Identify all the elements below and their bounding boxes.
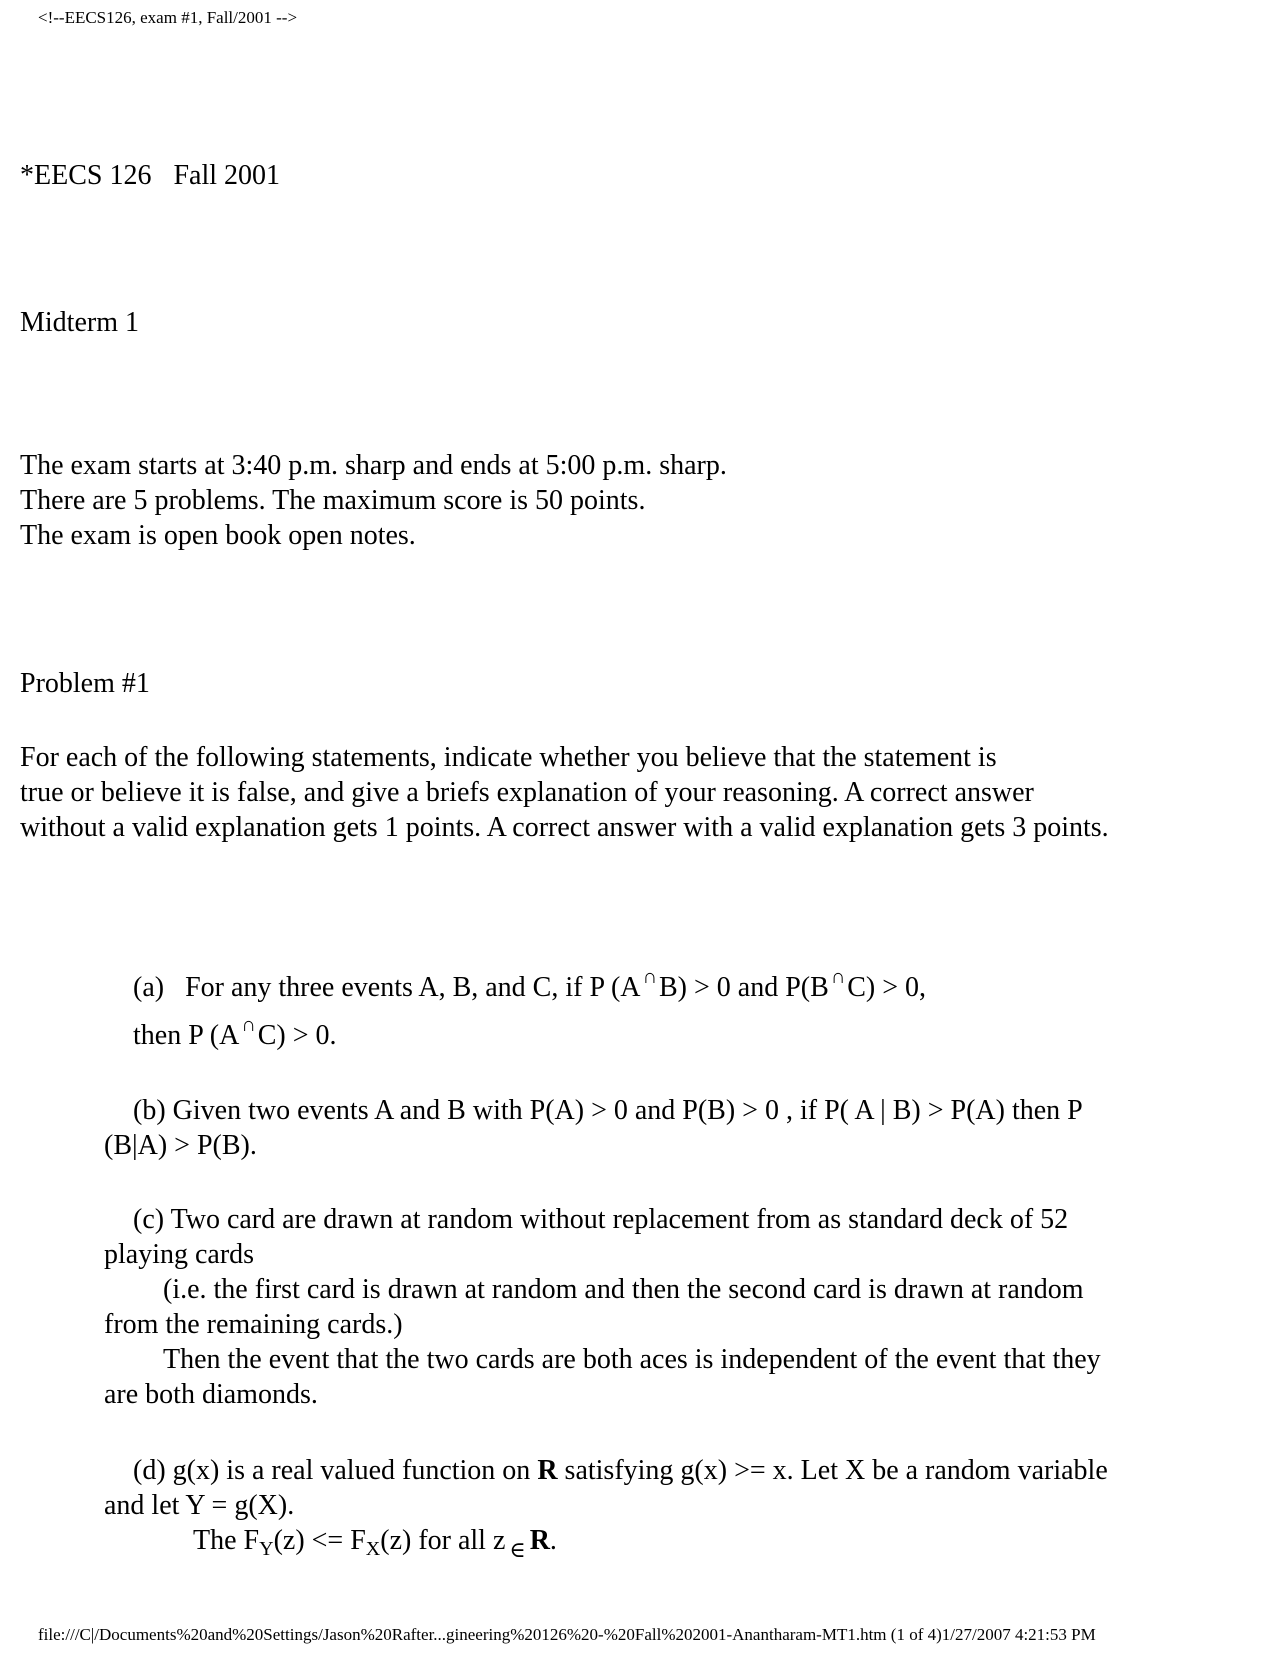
element-of-icon: ∈: [509, 1537, 526, 1562]
intersection-icon: ∩: [241, 1014, 256, 1036]
part-b-line-1: (b) Given two events A and B with P(A) > 0 and P(B) > 0 , if P( A | B) > P(A) then P: [133, 1095, 1083, 1126]
part-c-line-5: Then the event that the two cards are both aces is independent of the event that they: [163, 1344, 1101, 1375]
part-c-line-4: from the remaining cards.): [104, 1309, 403, 1340]
part-c-line-6: are both diamonds.: [104, 1379, 318, 1410]
part-d-line-3: The $F_Y(z) <= F_X(z)$ for all z ∈ R.: [193, 1523, 557, 1567]
problem-intro: [20, 740, 1109, 845]
intro-line: without a valid explanation gets 1 points. A correct answer with a valid explanation gets 3 points.: [20, 812, 1109, 843]
intersection-icon: ∩: [830, 966, 846, 988]
print-footer-url: file:///C|/Documents%20and%20Settings/Jason%20Rafter...gineering%20126%20-%20Fall%202001-Anantharam-MT1.htm (1 of 4)1/27/2007 4:21:53 PM: [38, 1625, 1096, 1644]
real-numbers-symbol: R: [529, 1525, 550, 1556]
part-c-line-1: (c) Two card are drawn at random without replacement from as standard deck of 52: [133, 1204, 1069, 1235]
part-d-line-2: and let Y = g(X).: [104, 1490, 295, 1521]
part-b-line-2: (B|A) > P(B).: [104, 1130, 257, 1161]
part-d-line-1: (d) g(x) is a real valued function on R satisfying g(x) >= x. Let X be a random variable: [133, 1455, 1108, 1486]
exam-subtitle: Midterm 1: [20, 307, 139, 338]
exam-rules: [20, 448, 727, 553]
part-a-line-1: (a) For any three events A, B, and C, if P (A ∩B) > 0 and P(B ∩C) > 0,: [133, 970, 926, 1008]
rule-line: The exam is open book open notes.: [20, 520, 416, 551]
intersection-icon: ∩: [642, 966, 657, 988]
part-c-line-2: playing cards: [104, 1239, 255, 1270]
part-a-line-2: then P (A ∩C) > 0.: [133, 1018, 337, 1056]
html-comment-line: <!--EECS126, exam #1, Fall/2001 -->: [38, 8, 298, 27]
rule-line: The exam starts at 3:40 p.m. sharp and ends at 5:00 p.m. sharp.: [20, 450, 727, 481]
intro-line: true or believe it is false, and give a briefs explanation of your reasoning. A correct answer: [20, 777, 1034, 808]
problem-heading: Problem #1: [20, 668, 150, 699]
real-numbers-symbol: R: [537, 1455, 558, 1486]
rule-line: There are 5 problems. The maximum score is 50 points.: [20, 485, 646, 516]
term: Fall 2001: [173, 160, 281, 191]
course-name: *EECS 126: [20, 160, 152, 191]
page-title: [20, 158, 280, 193]
part-c-line-3: (i.e. the first card is drawn at random and then the second card is drawn at random: [163, 1274, 1084, 1305]
intro-line: For each of the following statements, indicate whether you believe that the statement is: [20, 742, 997, 773]
